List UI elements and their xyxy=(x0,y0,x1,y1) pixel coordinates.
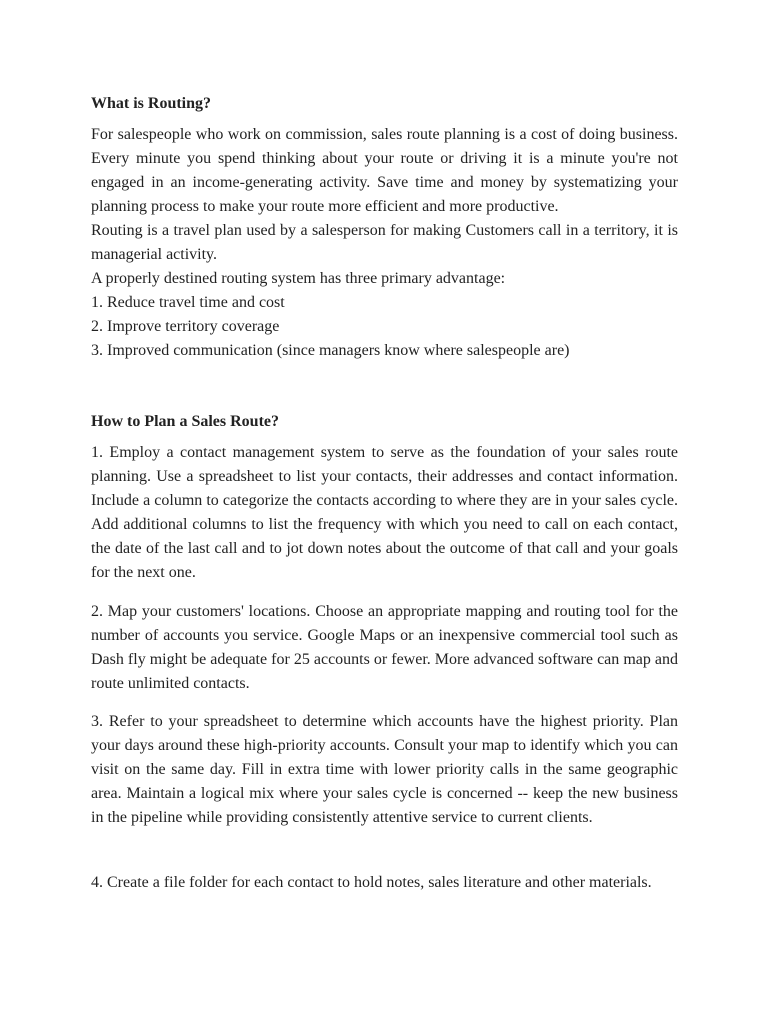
advantages-intro: A properly destined routing system has three primary advantage: xyxy=(91,270,506,287)
advantage-item: 2. Improve territory coverage xyxy=(91,318,280,335)
section-heading-what-is-routing: What is Routing? xyxy=(91,95,212,112)
step-paragraph: 2. Map your customers' locations. Choose an appropriate mapping and routing tool for the number of accounts you service. Google Maps or an inexpensive commercial tool such as Dash fly might be adequate for 25 accounts or fewer. More advanced software can map and route unlimited contacts. xyxy=(91,603,678,692)
step-paragraph: 3. Refer to your spreadsheet to determine which accounts have the highest priority. Plan your days around these high-priority accounts. Consult your map to identify which you can visit on the same day. Fill in extra time with lower priority calls in the same geographic area. Maintain a logical mix where your sales cycle is concerned -- keep the new business in the pipeline while providing consistently attentive service to current clients. xyxy=(91,713,678,826)
section-heading-plan-sales-route: How to Plan a Sales Route? xyxy=(91,413,279,430)
advantage-item: 3. Improved communication (since managers know where salespeople are) xyxy=(91,342,570,359)
step-paragraph: 1. Employ a contact management system to serve as the foundation of your sales route planning. Use a spreadsheet to list your contacts, their addresses and contact information. Include a column to categorize the contacts according to where they are in your sales cycle. Add additional columns to list the frequency with which you need to call on each contact, the date of the last call and to jot down notes about the outcome of that call and your goals for the next one. xyxy=(91,444,678,581)
intro-paragraph: For salespeople who work on commission, sales route planning is a cost of doing business. Every minute you spend thinking about your route or driving it is a minute you're not engaged in an income-generating activity. Save time and money by systematizing your planning process to make your route more efficient and more productive. xyxy=(91,126,678,215)
step-paragraph: 4. Create a file folder for each contact to hold notes, sales literature and other materials. xyxy=(91,874,652,891)
routing-definition: Routing is a travel plan used by a salesperson for making Customers call in a territory, it is managerial activity. xyxy=(91,222,678,263)
advantage-item: 1. Reduce travel time and cost xyxy=(91,294,285,311)
intro-block xyxy=(91,123,678,363)
